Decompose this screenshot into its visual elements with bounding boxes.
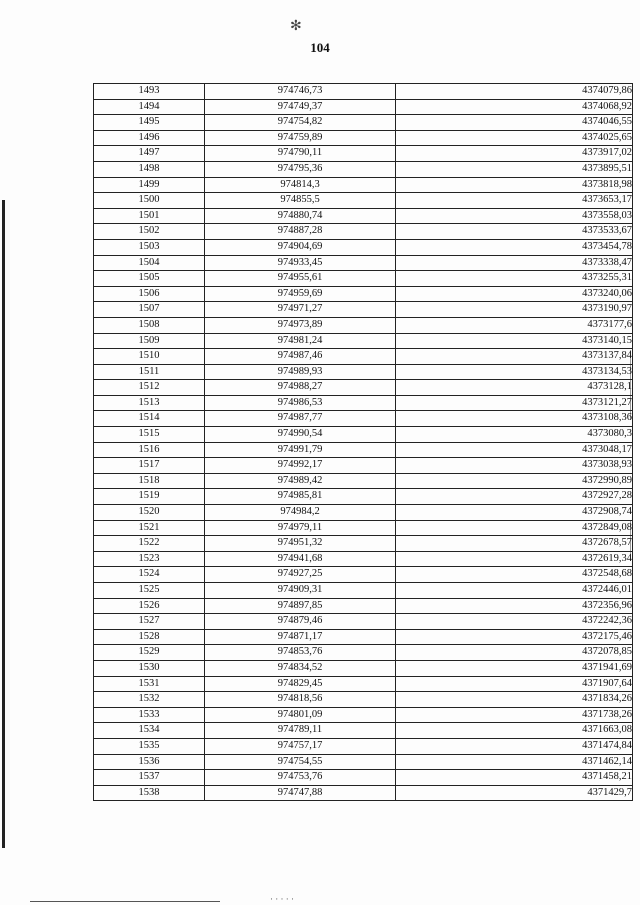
y-coordinate-cell: 4373080,3 — [396, 427, 633, 443]
y-coordinate-cell: 4373653,17 — [396, 193, 633, 209]
point-number-cell: 1525 — [94, 583, 205, 599]
y-coordinate-cell: 4372356,96 — [396, 598, 633, 614]
point-number-cell: 1510 — [94, 349, 205, 365]
x-coordinate-cell: 974987,46 — [205, 349, 396, 365]
x-coordinate-cell: 974933,45 — [205, 255, 396, 271]
point-number-cell: 1516 — [94, 442, 205, 458]
table-row — [94, 380, 633, 396]
x-coordinate-cell: 974987,77 — [205, 411, 396, 427]
table-row — [94, 489, 633, 505]
x-coordinate-cell: 974973,89 — [205, 317, 396, 333]
table-row — [94, 271, 633, 287]
y-coordinate-cell: 4371462,14 — [396, 754, 633, 770]
table-row — [94, 115, 633, 131]
point-number-cell: 1501 — [94, 208, 205, 224]
x-coordinate-cell: 974897,85 — [205, 598, 396, 614]
table-row — [94, 473, 633, 489]
x-coordinate-cell: 974986,53 — [205, 395, 396, 411]
y-coordinate-cell: 4374046,55 — [396, 115, 633, 131]
coordinates-table — [93, 83, 633, 801]
table-row — [94, 738, 633, 754]
point-number-cell: 1499 — [94, 177, 205, 193]
table-row — [94, 302, 633, 318]
x-coordinate-cell: 974904,69 — [205, 239, 396, 255]
point-number-cell: 1515 — [94, 427, 205, 443]
table-row — [94, 567, 633, 583]
table-row — [94, 99, 633, 115]
x-coordinate-cell: 974749,37 — [205, 99, 396, 115]
table-row — [94, 84, 633, 100]
y-coordinate-cell: 4371834,26 — [396, 692, 633, 708]
x-coordinate-cell: 974951,32 — [205, 536, 396, 552]
x-coordinate-cell: 974829,45 — [205, 676, 396, 692]
y-coordinate-cell: 4373255,31 — [396, 271, 633, 287]
table-row — [94, 411, 633, 427]
y-coordinate-cell: 4372175,46 — [396, 629, 633, 645]
table-row — [94, 676, 633, 692]
point-number-cell: 1512 — [94, 380, 205, 396]
x-coordinate-cell: 974757,17 — [205, 738, 396, 754]
scan-bottom-line — [30, 901, 220, 902]
y-coordinate-cell: 4374068,92 — [396, 99, 633, 115]
table-row — [94, 458, 633, 474]
y-coordinate-cell: 4373134,53 — [396, 364, 633, 380]
x-coordinate-cell: 974959,69 — [205, 286, 396, 302]
x-coordinate-cell: 974853,76 — [205, 645, 396, 661]
coordinates-table-body — [94, 84, 633, 801]
x-coordinate-cell: 974941,68 — [205, 551, 396, 567]
scan-bottom-dots: · · · · · — [270, 894, 294, 904]
y-coordinate-cell: 4371474,84 — [396, 738, 633, 754]
point-number-cell: 1509 — [94, 333, 205, 349]
y-coordinate-cell: 4372908,74 — [396, 505, 633, 521]
x-coordinate-cell: 974801,09 — [205, 707, 396, 723]
point-number-cell: 1522 — [94, 536, 205, 552]
table-row — [94, 146, 633, 162]
point-number-cell: 1504 — [94, 255, 205, 271]
point-number-cell: 1528 — [94, 629, 205, 645]
y-coordinate-cell: 4372927,28 — [396, 489, 633, 505]
x-coordinate-cell: 974927,25 — [205, 567, 396, 583]
table-row — [94, 520, 633, 536]
table-row — [94, 723, 633, 739]
y-coordinate-cell: 4373121,27 — [396, 395, 633, 411]
y-coordinate-cell: 4373917,02 — [396, 146, 633, 162]
table-row — [94, 395, 633, 411]
y-coordinate-cell: 4371907,64 — [396, 676, 633, 692]
x-coordinate-cell: 974834,52 — [205, 660, 396, 676]
table-row — [94, 130, 633, 146]
point-number-cell: 1533 — [94, 707, 205, 723]
y-coordinate-cell: 4373895,51 — [396, 161, 633, 177]
table-row — [94, 614, 633, 630]
table-row — [94, 785, 633, 801]
point-number-cell: 1518 — [94, 473, 205, 489]
table-row — [94, 193, 633, 209]
x-coordinate-cell: 974747,88 — [205, 785, 396, 801]
y-coordinate-cell: 4373048,17 — [396, 442, 633, 458]
table-row — [94, 364, 633, 380]
x-coordinate-cell: 974971,27 — [205, 302, 396, 318]
y-coordinate-cell: 4373818,98 — [396, 177, 633, 193]
table-row — [94, 177, 633, 193]
table-row — [94, 754, 633, 770]
x-coordinate-cell: 974990,54 — [205, 427, 396, 443]
point-number-cell: 1536 — [94, 754, 205, 770]
table-row — [94, 551, 633, 567]
x-coordinate-cell: 974992,17 — [205, 458, 396, 474]
point-number-cell: 1493 — [94, 84, 205, 100]
table-row — [94, 427, 633, 443]
x-coordinate-cell: 974981,24 — [205, 333, 396, 349]
table-row — [94, 161, 633, 177]
y-coordinate-cell: 4371738,26 — [396, 707, 633, 723]
x-coordinate-cell: 974989,42 — [205, 473, 396, 489]
point-number-cell: 1531 — [94, 676, 205, 692]
point-number-cell: 1538 — [94, 785, 205, 801]
y-coordinate-cell: 4372242,36 — [396, 614, 633, 630]
x-coordinate-cell: 974753,76 — [205, 770, 396, 786]
y-coordinate-cell: 4373558,03 — [396, 208, 633, 224]
x-coordinate-cell: 974955,61 — [205, 271, 396, 287]
point-number-cell: 1495 — [94, 115, 205, 131]
x-coordinate-cell: 974855,5 — [205, 193, 396, 209]
x-coordinate-cell: 974746,73 — [205, 84, 396, 100]
y-coordinate-cell: 4373533,67 — [396, 224, 633, 240]
scan-edge-bar — [2, 200, 5, 848]
point-number-cell: 1514 — [94, 411, 205, 427]
point-number-cell: 1524 — [94, 567, 205, 583]
point-number-cell: 1521 — [94, 520, 205, 536]
table-row — [94, 442, 633, 458]
table-row — [94, 317, 633, 333]
x-coordinate-cell: 974790,11 — [205, 146, 396, 162]
y-coordinate-cell: 4374079,86 — [396, 84, 633, 100]
point-number-cell: 1511 — [94, 364, 205, 380]
table-row — [94, 239, 633, 255]
y-coordinate-cell: 4372078,85 — [396, 645, 633, 661]
point-number-cell: 1497 — [94, 146, 205, 162]
point-number-cell: 1527 — [94, 614, 205, 630]
scan-artifact-mark: ✻ — [290, 19, 302, 34]
point-number-cell: 1513 — [94, 395, 205, 411]
point-number-cell: 1530 — [94, 660, 205, 676]
y-coordinate-cell: 4373177,6 — [396, 317, 633, 333]
table-row — [94, 629, 633, 645]
y-coordinate-cell: 4372990,89 — [396, 473, 633, 489]
x-coordinate-cell: 974988,27 — [205, 380, 396, 396]
x-coordinate-cell: 974795,36 — [205, 161, 396, 177]
x-coordinate-cell: 974818,56 — [205, 692, 396, 708]
x-coordinate-cell: 974985,81 — [205, 489, 396, 505]
table-row — [94, 598, 633, 614]
point-number-cell: 1494 — [94, 99, 205, 115]
y-coordinate-cell: 4372849,08 — [396, 520, 633, 536]
x-coordinate-cell: 974871,17 — [205, 629, 396, 645]
y-coordinate-cell: 4371663,08 — [396, 723, 633, 739]
table-row — [94, 255, 633, 271]
x-coordinate-cell: 974754,55 — [205, 754, 396, 770]
table-row — [94, 692, 633, 708]
point-number-cell: 1507 — [94, 302, 205, 318]
x-coordinate-cell: 974789,11 — [205, 723, 396, 739]
table-row — [94, 286, 633, 302]
x-coordinate-cell: 974759,89 — [205, 130, 396, 146]
x-coordinate-cell: 974979,11 — [205, 520, 396, 536]
point-number-cell: 1496 — [94, 130, 205, 146]
x-coordinate-cell: 974880,74 — [205, 208, 396, 224]
y-coordinate-cell: 4373038,93 — [396, 458, 633, 474]
point-number-cell: 1519 — [94, 489, 205, 505]
point-number-cell: 1537 — [94, 770, 205, 786]
table-row — [94, 770, 633, 786]
table-row — [94, 583, 633, 599]
x-coordinate-cell: 974814,3 — [205, 177, 396, 193]
y-coordinate-cell: 4371458,21 — [396, 770, 633, 786]
point-number-cell: 1529 — [94, 645, 205, 661]
y-coordinate-cell: 4373140,15 — [396, 333, 633, 349]
point-number-cell: 1505 — [94, 271, 205, 287]
y-coordinate-cell: 4373454,78 — [396, 239, 633, 255]
x-coordinate-cell: 974989,93 — [205, 364, 396, 380]
y-coordinate-cell: 4371941,69 — [396, 660, 633, 676]
point-number-cell: 1498 — [94, 161, 205, 177]
x-coordinate-cell: 974879,46 — [205, 614, 396, 630]
table-row — [94, 660, 633, 676]
x-coordinate-cell: 974984,2 — [205, 505, 396, 521]
point-number-cell: 1508 — [94, 317, 205, 333]
point-number-cell: 1534 — [94, 723, 205, 739]
table-row — [94, 707, 633, 723]
table-row — [94, 645, 633, 661]
y-coordinate-cell: 4373108,36 — [396, 411, 633, 427]
table-row — [94, 208, 633, 224]
point-number-cell: 1520 — [94, 505, 205, 521]
x-coordinate-cell: 974909,31 — [205, 583, 396, 599]
y-coordinate-cell: 4373137,84 — [396, 349, 633, 365]
y-coordinate-cell: 4371429,7 — [396, 785, 633, 801]
table-row — [94, 505, 633, 521]
point-number-cell: 1502 — [94, 224, 205, 240]
y-coordinate-cell: 4372678,57 — [396, 536, 633, 552]
x-coordinate-cell: 974754,82 — [205, 115, 396, 131]
table-row — [94, 349, 633, 365]
y-coordinate-cell: 4372619,34 — [396, 551, 633, 567]
y-coordinate-cell: 4373190,97 — [396, 302, 633, 318]
x-coordinate-cell: 974991,79 — [205, 442, 396, 458]
point-number-cell: 1523 — [94, 551, 205, 567]
point-number-cell: 1503 — [94, 239, 205, 255]
table-row — [94, 224, 633, 240]
y-coordinate-cell: 4374025,65 — [396, 130, 633, 146]
y-coordinate-cell: 4373240,06 — [396, 286, 633, 302]
point-number-cell: 1506 — [94, 286, 205, 302]
page-number: 104 — [310, 40, 330, 55]
point-number-cell: 1500 — [94, 193, 205, 209]
y-coordinate-cell: 4373338,47 — [396, 255, 633, 271]
y-coordinate-cell: 4372548,68 — [396, 567, 633, 583]
point-number-cell: 1532 — [94, 692, 205, 708]
table-row — [94, 536, 633, 552]
table-row — [94, 333, 633, 349]
y-coordinate-cell: 4373128,1 — [396, 380, 633, 396]
y-coordinate-cell: 4372446,01 — [396, 583, 633, 599]
point-number-cell: 1535 — [94, 738, 205, 754]
point-number-cell: 1526 — [94, 598, 205, 614]
point-number-cell: 1517 — [94, 458, 205, 474]
x-coordinate-cell: 974887,28 — [205, 224, 396, 240]
